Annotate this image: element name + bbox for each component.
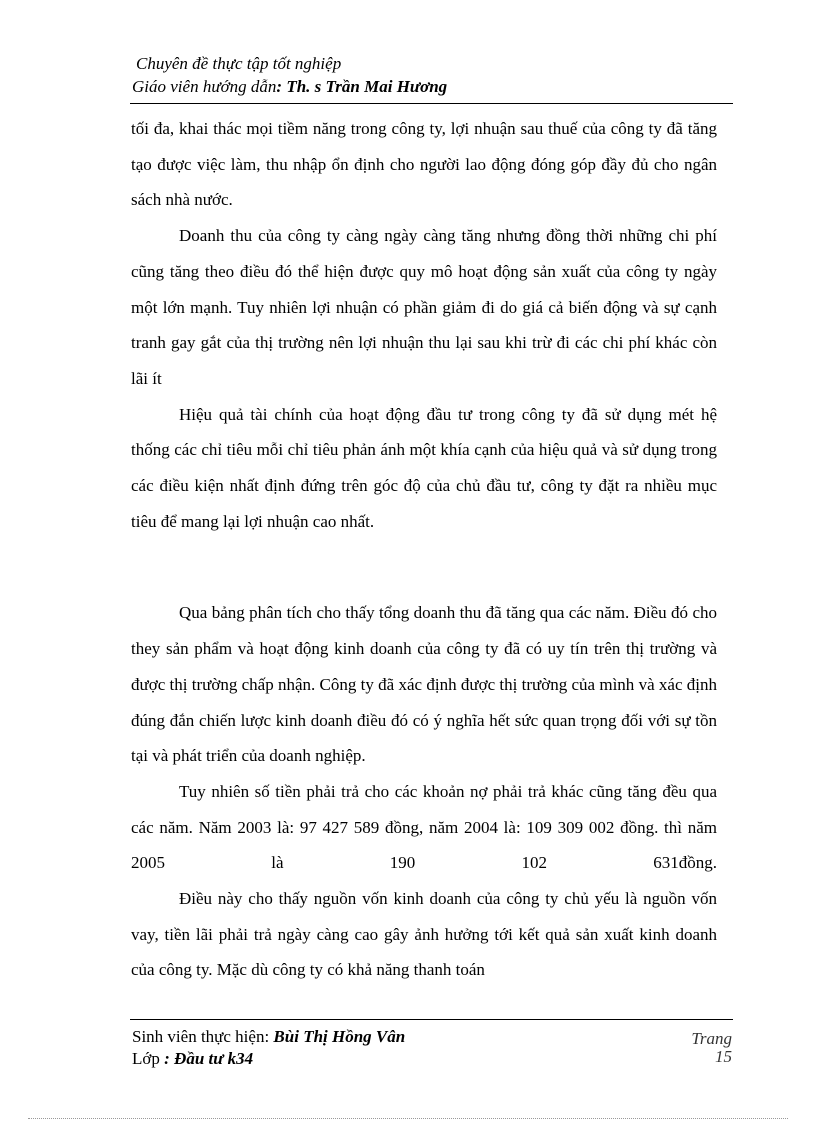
page-edge-dotted-line [28,1118,788,1119]
page-number: 15 [715,1047,732,1066]
report-title: Chuyên đề thực tập tốt nghiệp [136,54,342,73]
student-name: Bùi Thị Hồng Vân [273,1027,406,1046]
page-footer [132,1026,405,1070]
page-label: Trang [691,1029,732,1048]
paragraph-1: tối đa, khai thác mọi tiềm năng trong công ty, lợi nhuận sau thuế của công ty đã tăng tạo được việc làm, thu nhập ổn định cho người lao động đóng góp đầy đủ cho ngân sách nhà nước. [131,119,717,210]
student-line [132,1026,405,1048]
student-label: Sinh viên thực hiện: [132,1027,274,1046]
supervisor-name: : Th. s Trần Mai Hương [276,77,448,96]
header-divider [130,103,733,104]
paragraph-2: Doanh thu của công ty càng ngày càng tăng nhưng đồng thời những chi phí cũng tăng theo điều đó thể hiện được quy mô hoạt động sản xuất của công ty ngày một lớn mạnh. Tuy nhiên lợi nhuận có phần giảm đi do giá cả biến động và sự cạnh tranh gay gắt của thị trường nên lợi nhuận thu lại sau khi trừ đi các chi phí khác còn lãi ít [131,226,717,388]
paragraph-5: Tuy nhiên số tiền phải trả cho các khoản nợ phải trả khác cũng tăng đều qua các năm. Năm 2003 là: 97 427 589 đồng, năm 2004 là: 109 309 002 đồng. thì năm 2005 là 190 102 631đồng. [131,781,717,873]
footer-divider [130,1019,733,1020]
paragraph-6: Điều này cho thấy nguồn vốn kinh doanh của công ty chủ yếu là nguồn vốn vay, tiền lãi phải trả ngày càng cao gây ảnh hưởng tới kết quả sản xuất kinh doanh của công ty. Mặc dù công ty có khả năng thanh toán [131,889,717,980]
class-label: Lớp [132,1049,165,1068]
paragraph-4: Qua bảng phân tích cho thấy tổng doanh thu đã tăng qua các năm. Điều đó cho they sản phẩm và hoạt động kinh doanh của công ty đã có uy tín trên thị trường và được thị trường chấp nhận. Công ty đã xác định được thị trường của mình và xác định đúng đắn chiến lược kinh doanh điều đó có ý nghĩa hết sức quan trọng đối với sự tồn tại và phát triển của doanh nghiệp. [131,603,717,766]
document-body [131,111,717,988]
class-line [132,1048,405,1070]
page-number-block [676,1030,732,1066]
supervisor-line [132,75,732,98]
class-value: : Đầu tư k34 [164,1049,254,1068]
page-header [132,52,732,98]
supervisor-label: Giáo viên hướng dẫn [132,77,277,96]
paragraph-3: Hiệu quả tài chính của hoạt động đầu tư trong công ty đã sử dụng mét hệ thống các chỉ tiêu mỗi chỉ tiêu phản ánh một khía cạnh của hiệu quả và sử dụng trong các điều kiện nhất định đứng trên góc độ của chủ đầu tư, công ty đặt ra nhiều mục tiêu để mang lại lợi nhuận cao nhất. [131,404,717,531]
